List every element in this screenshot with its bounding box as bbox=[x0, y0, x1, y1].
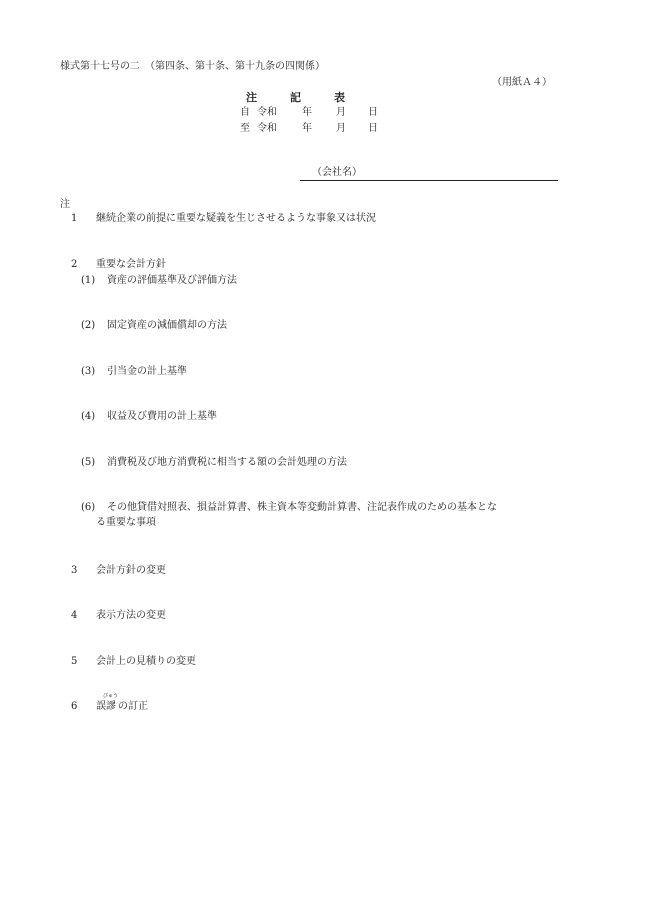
item-6-text-tail: の訂正 bbox=[118, 701, 148, 712]
paper-size: （用紙Ａ４） bbox=[492, 77, 552, 88]
item-5-text: 会計上の見積りの変更 bbox=[96, 656, 196, 667]
period-from-year: 年 bbox=[302, 107, 312, 118]
item-4-number: 4 bbox=[71, 610, 78, 621]
period-from-day: 日 bbox=[368, 107, 378, 118]
item-2-number: 2 bbox=[71, 259, 78, 270]
form-number: 様式第十七号の二 （第四条、第十条、第十九条の四関係） bbox=[60, 61, 325, 72]
period-to-month: 月 bbox=[336, 123, 346, 134]
period-to-year: 年 bbox=[302, 123, 312, 134]
subitem-3-number: (3) bbox=[81, 366, 96, 377]
period-to-day: 日 bbox=[368, 123, 378, 134]
item-2-text: 重要な会計方針 bbox=[96, 259, 166, 270]
company-name-underline bbox=[300, 180, 558, 181]
item-6-ruby: びゅう bbox=[103, 693, 119, 699]
subitem-6-text: その他貸借対照表、損益計算書、株主資本等変動計算書、注記表作成のための基本とな bbox=[107, 502, 497, 513]
subitem-4-number: (4) bbox=[81, 411, 96, 422]
document-title: 注 記 表 bbox=[246, 91, 345, 104]
subitem-3-text: 引当金の計上基準 bbox=[107, 366, 187, 377]
period-to-era: 令和 bbox=[257, 123, 277, 134]
item-4-text: 表示方法の変更 bbox=[96, 610, 166, 621]
item-6-text-base: 誤謬 bbox=[96, 701, 116, 712]
subitem-5-number: (5) bbox=[81, 457, 96, 468]
item-1-text: 継続企業の前提に重要な疑義を生じさせるような事象又は状況 bbox=[96, 213, 376, 224]
item-1-number: 1 bbox=[71, 213, 78, 224]
subitem-2-number: (2) bbox=[81, 320, 96, 331]
subitem-6-number: (6) bbox=[81, 502, 96, 513]
item-5-number: 5 bbox=[71, 656, 78, 667]
item-3-text: 会計方針の変更 bbox=[96, 565, 166, 576]
notes-label: 注 bbox=[60, 199, 70, 210]
item-3-number: 3 bbox=[71, 565, 78, 576]
subitem-2-text: 固定資産の減価償却の方法 bbox=[107, 320, 227, 331]
period-to-label: 至 bbox=[240, 123, 250, 134]
company-name-label: （会社名） bbox=[312, 167, 362, 178]
subitem-1-number: (1) bbox=[81, 275, 96, 286]
subitem-6-text-continued: る重要な事項 bbox=[96, 517, 156, 528]
subitem-4-text: 収益及び費用の計上基準 bbox=[107, 411, 217, 422]
period-from-era: 令和 bbox=[257, 107, 277, 118]
subitem-1-text: 資産の評価基準及び評価方法 bbox=[107, 275, 237, 286]
item-6-number: 6 bbox=[71, 701, 78, 712]
period-from-month: 月 bbox=[336, 107, 346, 118]
subitem-5-text: 消費税及び地方消費税に相当する額の会計処理の方法 bbox=[107, 457, 347, 468]
period-from-label: 自 bbox=[240, 107, 250, 118]
